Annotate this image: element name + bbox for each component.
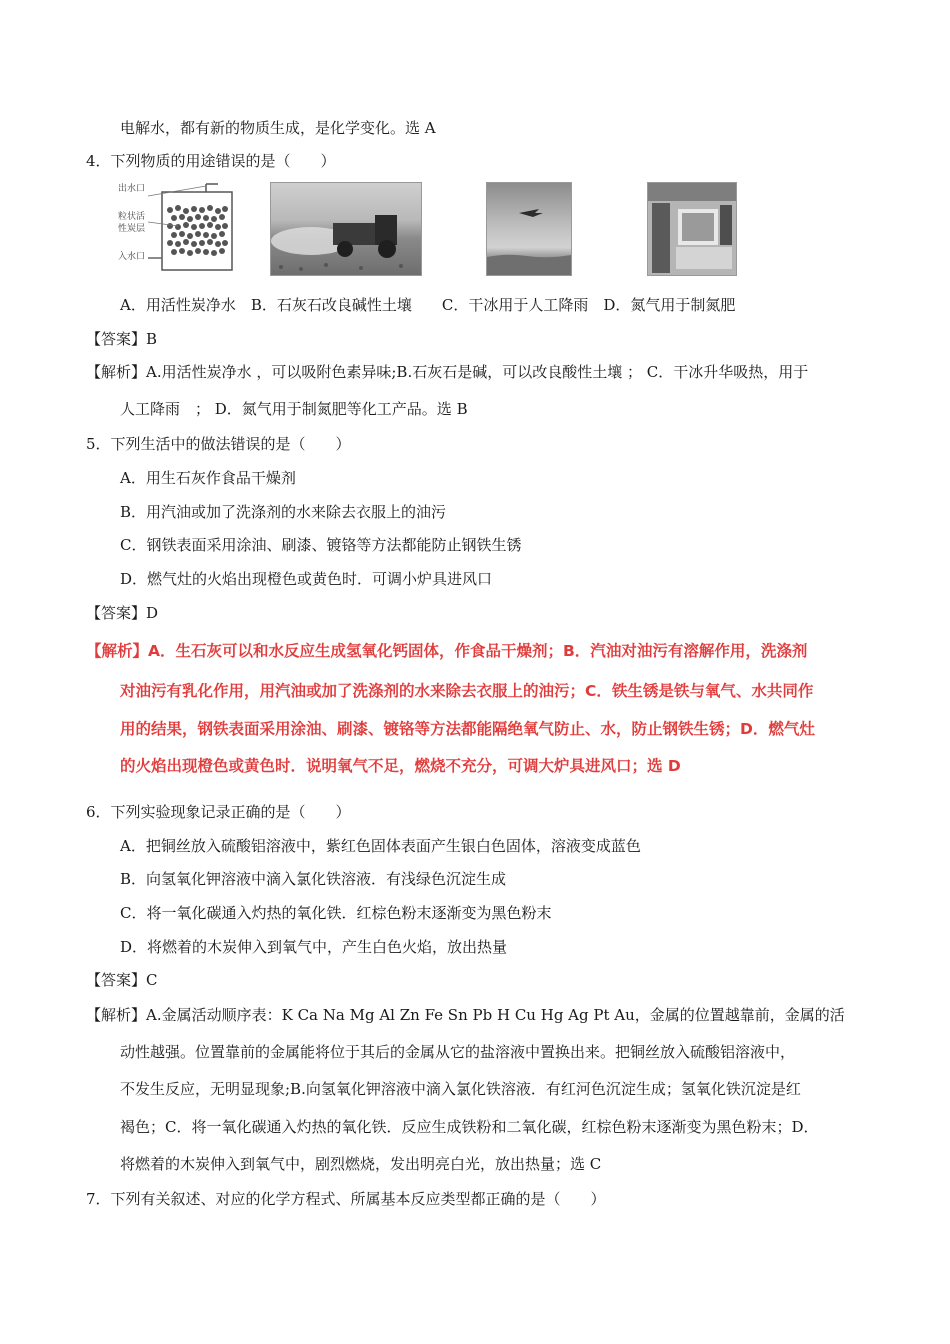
q6-stem: 6．下列实验现象记录正确的是（ ） — [86, 803, 351, 821]
filter-label-layer-1: 粒状活 — [118, 212, 146, 222]
q6-answer: 【答案】C — [86, 971, 158, 989]
q5-answer: 【答案】D — [86, 604, 159, 622]
q5-option-d: D．燃气灶的火焰出现橙色或黄色时．可调小炉具进风口 — [120, 570, 493, 588]
q6-option-c: C．将一氧化碳通入灼热的氧化铁．红棕色粉末逐渐变为黑色粉末 — [120, 904, 552, 922]
q7-stem: 7．下列有关叙述、对应的化学方程式、所属基本反应类型都正确的是（ ） — [86, 1190, 606, 1208]
q4-options: A．用活性炭净水 B．石灰石改良碱性土壤 C．干冰用于人工降雨 D．氮气用于制氮肥 — [120, 296, 736, 314]
q6-analysis-line-2: 动性越强。位置靠前的金属能将位于其后的金属从它的盐溶液中置换出来。把铜丝放入硫酸铝溶液中， — [120, 1043, 796, 1061]
figure-cloud-seeding — [486, 182, 572, 276]
q6-option-b: B．向氢氧化钾溶液中滴入氯化铁溶液．有浅绿色沉淀生成 — [120, 870, 507, 888]
q5-option-a: A．用生石灰作食品干燥剂 — [120, 469, 296, 487]
q4-analysis-line-1: 【解析】A.用活性炭净水 ，可以吸附色素异味;B.石灰石是碱，可以改良酸性土壤 ； C．干冰升华吸热，用于 — [86, 363, 809, 381]
figure-carbon-filter — [118, 182, 240, 274]
q4-answer: 【答案】B — [86, 330, 158, 348]
q6-analysis-line-1: 【解析】A.金属活动顺序表：K Ca Na Mg Al Zn Fe Sn Pb H Cu Hg Ag Pt Au，金属的位置越靠前，金属的活 — [86, 1006, 845, 1024]
q5-analysis-line-1: 【解析】A．生石灰可以和水反应生成氢氧化钙固体，作食品干燥剂；B．汽油对油污有溶解作用，洗涤剂 — [86, 642, 808, 660]
q6-analysis-line-4: 褐色；C．将一氧化碳通入灼热的氧化铁．反应生成铁粉和二氧化碳，红棕色粉末逐渐变为黑色粉末；D． — [120, 1118, 819, 1136]
q5-analysis-line-2: 对油污有乳化作用，用汽油或加了洗涤剂的水来除去衣服上的油污；C．铁生锈是铁与氧气、水共同作 — [120, 682, 814, 700]
q5-analysis-line-4: 的火焰出现橙色或黄色时．说明氧气不足，燃烧不充分，可调大炉具进风口；选 D — [120, 757, 681, 775]
filter-label-inlet: 入水口 — [118, 252, 146, 262]
q5-stem: 5．下列生活中的做法错误的是（ ） — [86, 435, 351, 453]
filter-label-outlet: 出水口 — [118, 184, 146, 194]
figure-fertilizer-plant — [647, 182, 737, 276]
figure-lime-spreading — [270, 182, 422, 276]
q6-option-d: D．将燃着的木炭伸入到氧气中，产生白色火焰，放出热量 — [120, 938, 508, 956]
q4-analysis-line-2: 人工降雨 ； D．氮气用于制氮肥等化工产品。选 B — [120, 400, 468, 418]
q5-option-b: B．用汽油或加了洗涤剂的水来除去衣服上的油污 — [120, 503, 447, 521]
filter-label-layer-2: 性炭层 — [118, 224, 146, 234]
q6-analysis-line-3: 不发生反应，无明显现象;B.向氢氧化钾溶液中滴入氯化铁溶液．有红河色沉淀生成；氢氧化铁沉淀是红 — [120, 1080, 801, 1098]
q5-analysis-line-3: 用的结果，钢铁表面采用涂油、刷漆、镀铬等方法都能隔绝氧气防止、水，防止钢铁生锈；D．燃气灶 — [120, 720, 815, 738]
q3-tail: 电解水，都有新的物质生成，是化学变化。选 A — [120, 119, 436, 137]
q4-stem: 4．下列物质的用途错误的是（ ） — [86, 152, 336, 170]
q5-option-c: C．钢铁表面采用涂油、刷漆、镀铬等方法都能防止钢铁生锈 — [120, 536, 522, 554]
q6-analysis-line-5: 将燃着的木炭伸入到氧气中，剧烈燃烧，发出明亮白光，放出热量；选 C — [120, 1155, 602, 1173]
q6-option-a: A．把铜丝放入硫酸铝溶液中，紫红色固体表面产生银白色固体，溶液变成蓝色 — [120, 837, 641, 855]
